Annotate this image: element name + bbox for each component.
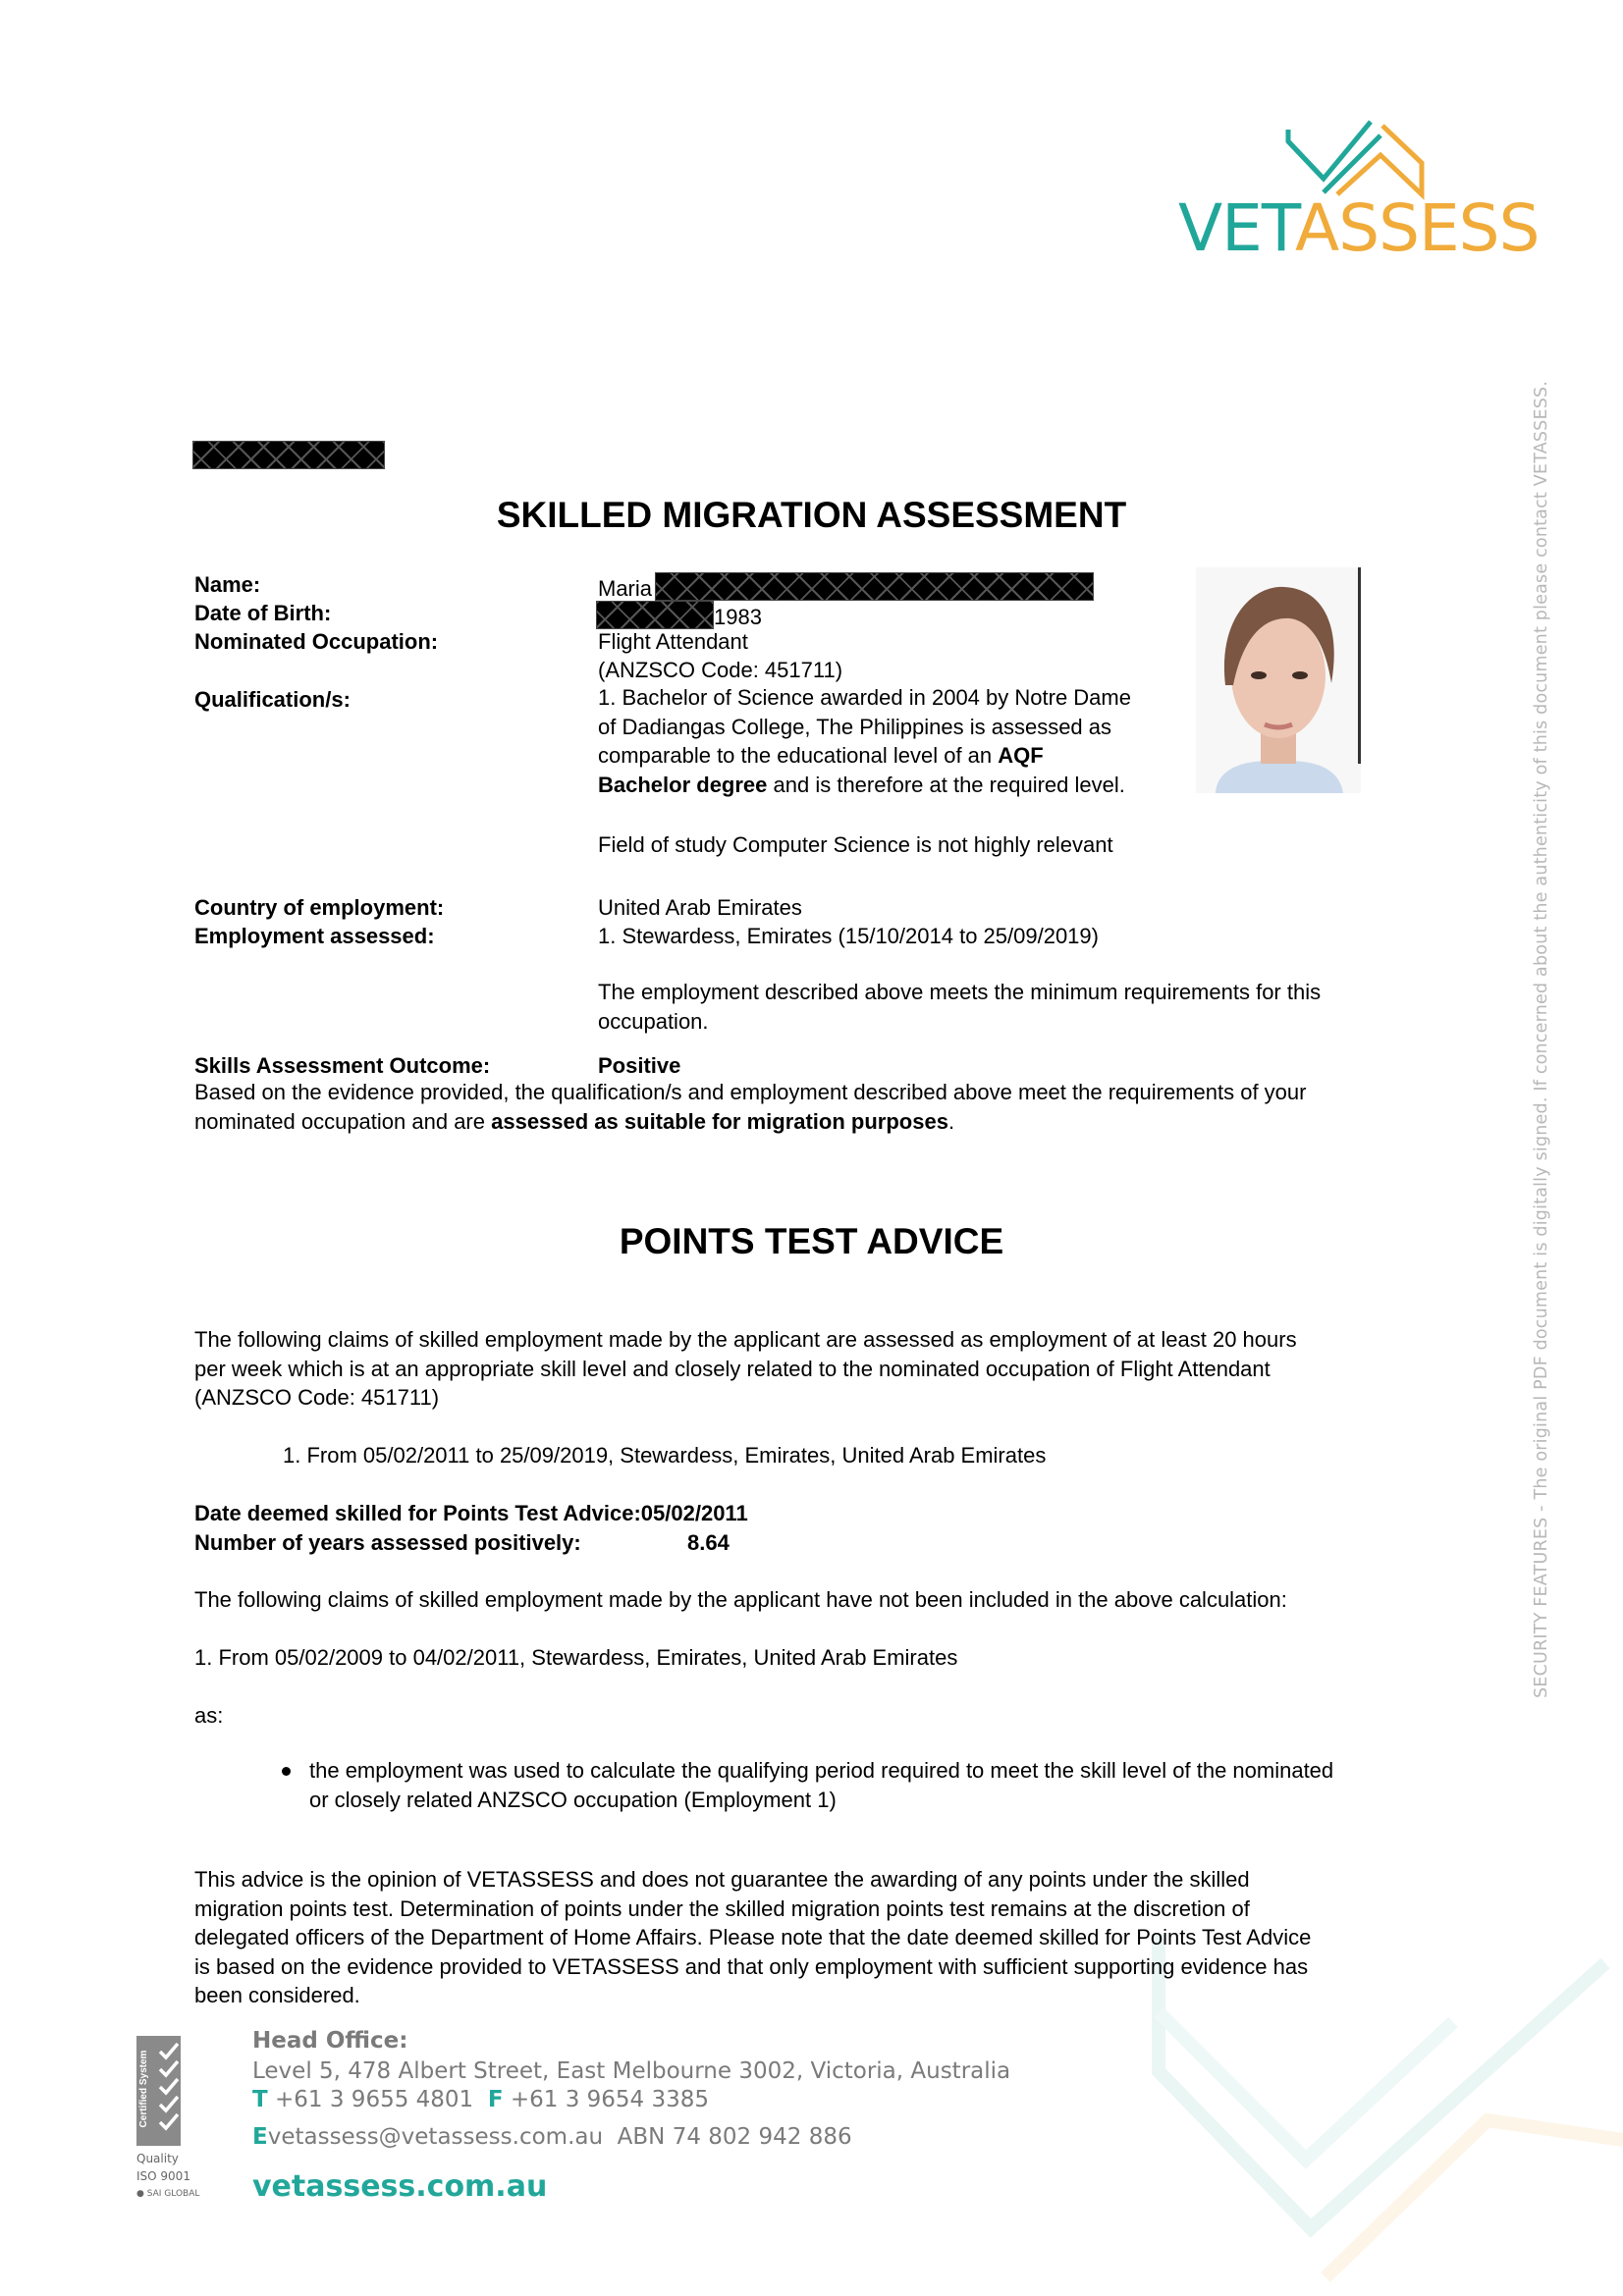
employment-label: Employment assessed: (194, 924, 435, 948)
assessment-title: SKILLED MIGRATION ASSESSMENT (496, 495, 1127, 535)
outcome-text (194, 1078, 1306, 1136)
name-value (598, 572, 1094, 602)
points-intro-line-3: (ANZSCO Code: 451711) (194, 1385, 440, 1410)
excluded-intro: The following claims of skilled employment made by the applicant have not been included in the above calculation: (194, 1587, 1287, 1612)
qualification-line-1: 1. Bachelor of Science awarded in 2004 by Notre Dame (598, 685, 1131, 710)
outcome-value: Positive (598, 1053, 681, 1078)
cert-quality: Quality (136, 2152, 179, 2165)
phone-line (252, 2087, 709, 2112)
cert-system-text: Certified System (138, 2050, 149, 2128)
dob-year: 1983 (714, 605, 762, 629)
date-deemed-label (194, 1499, 748, 1528)
date-deemed-value: 05/02/2011 (640, 1501, 748, 1525)
excluded-claim: 1. From 05/02/2009 to 04/02/2011, Stewardess, Emirates, United Arab Emirates (194, 1645, 958, 1670)
employment-value: 1. Stewardess, Emirates (15/10/2014 to 25/09/2019) (598, 924, 1099, 948)
dob-label: Date of Birth: (194, 601, 332, 625)
qualification-aqf: AQF (998, 743, 1044, 768)
dob-redaction (596, 601, 714, 629)
excluded-reason-line-2: or closely related ANZSCO occupation (Employment 1) (309, 1787, 837, 1812)
points-title: POINTS TEST ADVICE (619, 1221, 1004, 1261)
qualification-line-3: comparable to the educational level of an (598, 743, 999, 768)
cert-org: SAI GLOBAL (146, 2189, 200, 2199)
qualification-line-2: of Dadiangas College, The Philippines is assessed as (598, 714, 1112, 739)
applicant-photo (1196, 567, 1361, 793)
years-value: 8.64 (687, 1530, 730, 1555)
employment-note (598, 978, 1321, 1036)
date-deemed-label-text: Date deemed skilled for Points Test Advice: (194, 1501, 641, 1525)
portrait-icon (1196, 567, 1361, 793)
address: Level 5, 478 Albert Street, East Melbourne 3002, Victoria, Australia (252, 2058, 1011, 2084)
excluded-reason (309, 1756, 1333, 1814)
cert-iso: ISO 9001 (136, 2169, 190, 2183)
disclaimer-line-3: delegated officers of the Department of Home Affairs. Please note that the date deemed skilled for Points Test Advice (194, 1925, 1312, 1949)
employment-note-line-2: occupation. (598, 1008, 709, 1034)
outcome-text-line-2b: . (947, 1108, 955, 1134)
security-notice: SECURITY FEATURES - The original PDF document is digitally signed. If concerned about the authenticity of this document please contact VETASSESS. (1532, 380, 1551, 1698)
outcome-text-line-1: Based on the evidence provided, the qualification/s and employment described above meet the requirements of your (194, 1080, 1307, 1104)
qualification-degree: Bachelor degree (598, 772, 768, 797)
name-label: Name: (194, 572, 261, 597)
fax-number: +61 3 9654 3385 (510, 2087, 710, 2112)
tel-number[interactable]: +61 3 9655 4801 (275, 2087, 474, 2112)
disclaimer-line-5: been considered. (194, 1983, 360, 2007)
employment-note-line-1: The employment described above meets the minimum requirements for this (598, 980, 1322, 1004)
reference-redaction (192, 441, 385, 469)
outcome-text-bold: assessed as suitable for migration purposes (491, 1108, 948, 1134)
years-label: Number of years assessed positively: (194, 1530, 581, 1555)
dob-value (598, 601, 762, 630)
points-intro (194, 1325, 1297, 1413)
disclaimer-line-2: migration points test. Determination of points under the skilled migration points test remains at the discretion of (194, 1896, 1250, 1921)
abn: ABN 74 802 942 886 (617, 2124, 852, 2150)
points-intro-line-1: The following claims of skilled employment made by the applicant are assessed as employment of at least 20 hours (194, 1327, 1297, 1352)
website-link[interactable]: vetassess.com.au (252, 2169, 548, 2204)
qualification-line-4: and is therefore at the required level. (767, 772, 1125, 797)
excluded-reason-line-1: the employment was used to calculate the qualifying period required to meet the skill level of the nominated (309, 1758, 1334, 1783)
occupation-code: (ANZSCO Code: 451711) (598, 658, 843, 682)
tel-label: T (252, 2087, 268, 2112)
disclaimer-line-1: This advice is the opinion of VETASSESS and does not guarantee the awarding of any points under the skilled (194, 1867, 1250, 1892)
outcome-label: Skills Assessment Outcome: (194, 1053, 491, 1078)
email-label: E (252, 2124, 268, 2150)
cert-details (136, 2150, 199, 2203)
as-label: as: (194, 1703, 224, 1728)
logo-text-vet: VET (1178, 190, 1296, 266)
disclaimer (194, 1865, 1311, 2010)
logo-text-assess: ASSESS (1295, 190, 1540, 266)
included-claim: 1. From 05/02/2011 to 25/09/2019, Stewardess, Emirates, United Arab Emirates (283, 1443, 1047, 1468)
qualification-label: Qualification/s: (194, 687, 351, 712)
country-label: Country of employment: (194, 895, 445, 920)
outcome-text-line-2a: nominated occupation and are (194, 1108, 492, 1134)
photo-edge (1358, 567, 1361, 764)
vetassess-logo (1178, 96, 1542, 273)
head-office-label: Head Office: (252, 2028, 408, 2054)
bullet-icon (282, 1767, 291, 1776)
logo-chevron-icon (1178, 96, 1542, 204)
qualification-value (598, 683, 1187, 799)
field-of-study: Field of study Computer Science is not highly relevant (598, 832, 1113, 857)
name-redaction (655, 572, 1094, 601)
disclaimer-line-4: is based on the evidence provided to VETASSESS and that only employment with sufficient supporting evidence has (194, 1953, 1309, 1979)
occupation-label: Nominated Occupation: (194, 629, 439, 654)
country-value: United Arab Emirates (598, 895, 802, 920)
points-intro-line-2: per week which is at an appropriate skill level and closely related to the nominated occupation of Flight Attendant (194, 1356, 1271, 1381)
email-address[interactable]: vetassess@vetassess.com.au (267, 2124, 604, 2150)
checkmarks-icon (158, 2040, 180, 2142)
name-text: Maria (598, 576, 653, 601)
fax-label: F (487, 2087, 504, 2112)
email-line (252, 2124, 852, 2150)
sai-globe-icon: ● (136, 2189, 144, 2199)
iso-certification-badge (136, 2036, 181, 2146)
occupation-value: Flight Attendant (598, 629, 748, 654)
